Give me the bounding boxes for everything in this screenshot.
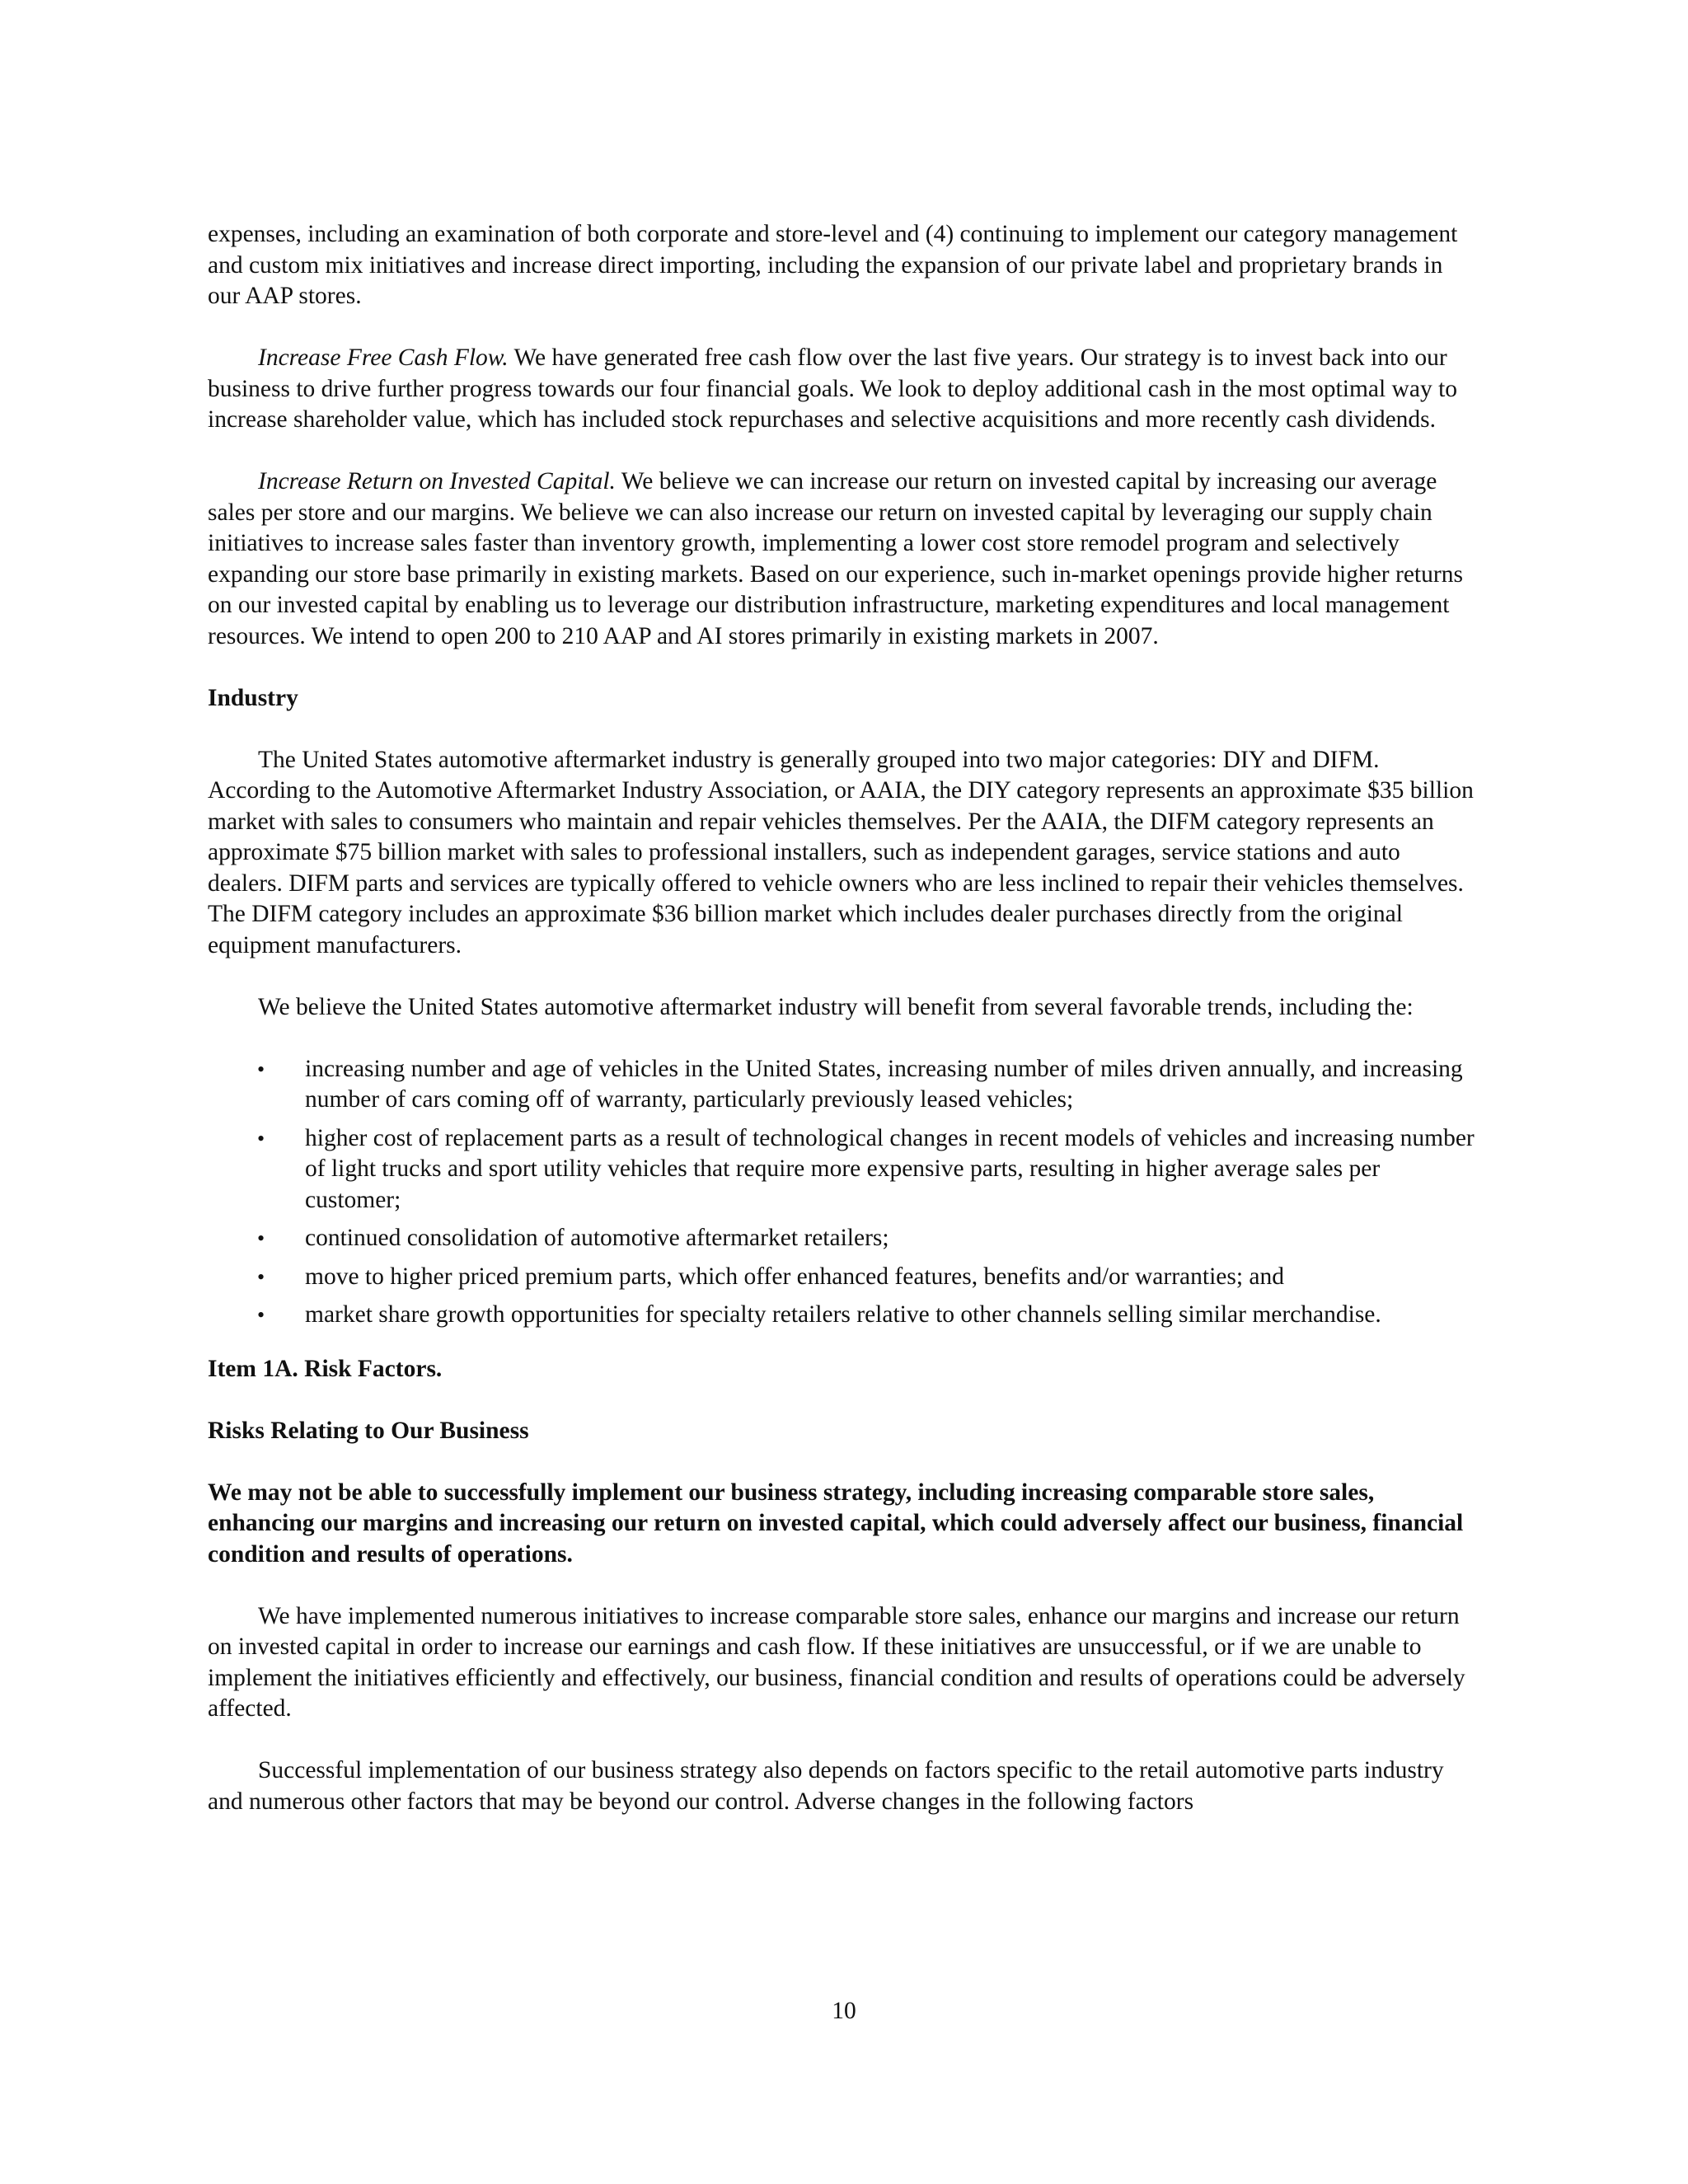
paragraph-favorable-trends: We believe the United States automotive aftermarket industry will benefit from several favorable trends, including the: [258,993,1414,1020]
free-cash-flow-body: We have generated free cash flow over the last five years. Our strategy is to invest back into our business to drive further progress towards our four financial goals. We look to deploy additional cash in the most optimal way to increase shareholder value, which has included stock repurchases and selective acquisitions and more recently cash dividends. [208,344,1458,433]
bullet-icon: • [257,1264,265,1289]
paragraph-return-on-capital [208,466,1481,652]
return-on-capital-body: We believe we can increase our return on invested capital by increasing our average sales per store and our margins. We believe we can also increase our return on invested capital by leveraging our supply chain initiatives to increase sales faster than inventory growth, implementing a lower cost store remodel program and selectively expanding our store base primarily in existing markets. Based on our experience, such in-market openings provide higher returns on our invested capital by enabling us to leverage our distribution infrastructure, marketing expenditures and local management resources. We intend to open 200 to 210 AAP and AI stores primarily in existing markets in 2007. [208,468,1463,649]
list-item [208,1123,1481,1216]
list-item [208,1054,1481,1116]
paragraph-industry-overview: The United States automotive aftermarket industry is generally grouped into two major categories: DIY and DIFM. According to the Automotive Aftermarket Industry Association, or AAIA, the DIY category represents an approximate $35 billion market with sales to consumers who maintain and repair vehicles themselves. Per the AAIA, the DIFM category represents an approximate $75 billion market with sales to professional installers, such as independent garages, service stations and auto dealers. DIFM parts and services are typically offered to vehicle owners who are less inclined to repair their vehicles themselves. The DIFM category includes an approximate $36 billion market which includes dealer purchases directly from the original equipment manufacturers. [208,746,1474,958]
trends-list [208,1054,1481,1331]
bullet-icon: • [257,1057,265,1081]
paragraph-free-cash-flow [208,343,1481,436]
page-number: 10 [832,1998,856,2024]
paragraph-initiatives: We have implemented numerous initiatives to increase comparable store sales, enhance our margins and increase our return on invested capital in order to increase our earnings and cash flow. If these initiatives are unsuccessful, or if we are unable to implement the initiatives efficiently and effectively, our business, financial condition and results of operations could be adversely affected. [208,1602,1465,1722]
paragraph-implementation-factors: Successful implementation of our business strategy also depends on factors specific to the retail automotive parts industry and numerous other factors that may be beyond our control. Adverse changes in the following factors [208,1757,1444,1815]
list-item-text: continued consolidation of automotive aftermarket retailers; [305,1225,889,1251]
list-item-text: market share growth opportunities for specialty retailers relative to other channels selling similar merchandise. [305,1301,1381,1328]
list-item [208,1223,1481,1254]
industry-heading: Industry [208,684,298,711]
bullet-icon: • [257,1126,265,1151]
free-cash-flow-lead: Increase Free Cash Flow. [258,344,509,371]
paragraph-cost-initiatives: expenses, including an examination of both corporate and store-level and (4) continuing to implement our category management and custom mix initiatives and increase direct importing, including the expansion of our private label and proprietary brands in our AAP stores. [208,221,1458,309]
document-page [208,219,1481,1817]
item-1a-heading: Item 1A. Risk Factors. [208,1355,443,1382]
list-item-text: increasing number and age of vehicles in the United States, increasing number of miles driven annually, and increasing number of cars coming off of warranty, particularly previously leased vehicles; [305,1055,1463,1113]
list-item-text: higher cost of replacement parts as a result of technological changes in recent models of vehicles and increasing number of light trucks and sport utility vehicles that require more expensive parts, resulting in higher average sales per customer; [305,1124,1475,1213]
list-item [208,1300,1481,1331]
bullet-icon: • [257,1303,265,1327]
list-item-text: move to higher priced premium parts, which offer enhanced features, benefits and/or warranties; and [305,1263,1285,1290]
list-item [208,1262,1481,1293]
risks-heading: Risks Relating to Our Business [208,1417,529,1444]
bullet-icon: • [257,1226,265,1250]
risk-factor-statement: We may not be able to successfully implement our business strategy, including increasing comparable store sales, enhancing our margins and increasing our return on invested capital, which could adversely affect our business, financial condition and results of operations. [208,1479,1464,1568]
return-on-capital-lead: Increase Return on Invested Capital. [258,468,616,494]
